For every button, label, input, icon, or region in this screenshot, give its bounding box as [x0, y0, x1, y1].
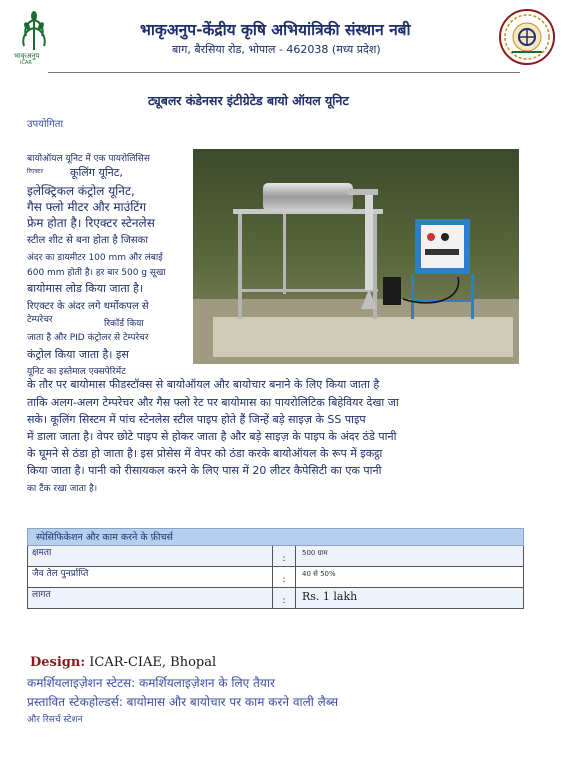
table-row — [27, 567, 524, 588]
body-line: यूनिट का इस्तेमाल एक्सपेरिमेंट — [27, 367, 126, 377]
body-line: बायोऑयल यूनिट में एक पायरोलिसिस — [27, 154, 150, 164]
spec-label: जैव तेल पुनर्प्राप्ति — [28, 567, 273, 587]
body-line: रिएक्टर — [27, 168, 44, 175]
body-line: स्टील शीट से बना होता है जिसका — [27, 235, 148, 246]
logo-text: भाकृअनुप — [14, 52, 40, 60]
document-title: ट्यूबलर कंडेनसर इंटीग्रेटेड बायो ऑयल यूनिट — [148, 93, 349, 108]
body-line: के तौर पर बायोमास फीडस्टॉक्स से बायोऑयल और बायोचार बनाने के लिए किया जाता है — [27, 378, 380, 391]
utility-label: उपयोगिता — [27, 119, 64, 130]
body-line: रिकॉर्ड किया — [104, 319, 144, 329]
design-label: Design: — [30, 655, 86, 670]
body-line: फ्रेम होता है। रिएक्टर स्टेनलेस — [27, 216, 155, 230]
body-line: बायोमास लोड किया जाता है। — [27, 282, 144, 295]
body-line: का टैंक रखा जाता है। — [27, 484, 98, 494]
institute-address: बाग, बैरसिया रोड, भोपाल - 462038 (मध्य प्रदेश) — [172, 43, 381, 56]
body-line: रिएक्टर के अंदर लगे थर्मोकपल से — [27, 301, 149, 312]
spec-value: Rs. 1 lakh — [302, 590, 358, 603]
body-line: सके। कूलिंग सिस्टम में पांच स्टेनलेस स्टील पाइप होते हैं जिन्हें बड़े साइज़ के SS पाइप — [27, 413, 366, 426]
spec-label: लागत — [28, 588, 273, 608]
body-line: कूलिंग यूनिट, — [70, 166, 123, 179]
body-line: गैस फ्लो मीटर और माउंटिंग — [27, 200, 147, 214]
proposed-stakeholders-cont: और रिसर्च स्टेशन — [27, 715, 83, 725]
design-credit — [30, 655, 216, 670]
spec-separator: : — [273, 588, 296, 608]
body-line: किया जाता है। पानी को रीसायकल करने के लिए पास में 20 लीटर कैपेसिटी का एक पानी — [27, 464, 382, 477]
spec-label: क्षमता — [28, 546, 273, 566]
equipment-illustration — [193, 149, 519, 364]
body-line: अंदर का डायमीटर 100 mm और लंबाई — [27, 253, 163, 263]
spec-value: 40 से 50% — [302, 570, 336, 578]
spec-table-header: स्पेसिफिकेशन और काम करने के फ़ीचर्स — [27, 528, 524, 546]
logo-subtext: ICAR — [20, 60, 32, 66]
spec-separator: : — [273, 567, 296, 587]
body-line: ताकि अलग-अलग टेम्परेचर और गैस फ्लो रेट पर बायोमास का पायरोलिटिक बिहेवियर देखा जा — [27, 396, 399, 409]
icar-logo — [14, 10, 54, 66]
body-line: टेम्परेचर — [27, 315, 53, 325]
body-line: के घूमने से ठंडा हो जाता है। इस प्रोसेस में वेपर को ठंडा करके बायोऑयल के रूप में इकट्ठा — [27, 447, 383, 460]
body-line: 600 mm होती है। हर बार 500 g सूखा — [27, 268, 166, 278]
spec-value: 500 ग्राम — [302, 549, 328, 557]
proposed-stakeholders: प्रस्तावित स्टेकहोल्डर्स: बायोमास और बायोचार पर काम करने वाली लैब्स — [27, 695, 339, 709]
commercialization-status: कमर्शियलाइज़ेशन स्टेटस: कमर्शियलाइज़ेशन के लिए तैयार — [27, 676, 275, 690]
seal-icon — [498, 8, 556, 66]
body-line: जाता है और PID कंट्रोलर से टेम्परेचर — [27, 333, 149, 343]
body-line: कंट्रोल किया जाता है। इस — [27, 348, 129, 361]
body-line: इलेक्ट्रिकल कंट्रोल यूनिट, — [27, 184, 135, 198]
bio-oil-unit-photo — [193, 149, 519, 364]
institute-title: भाकृअनुप-केंद्रीय कृषि अभियांत्रिकी संस्थान नबी — [140, 21, 411, 39]
header-divider — [48, 72, 520, 73]
table-row — [27, 546, 524, 567]
table-row — [27, 588, 524, 609]
design-value: ICAR-CIAE, Bhopal — [89, 655, 217, 670]
ciae-seal — [498, 8, 556, 66]
specifications-table — [27, 528, 524, 609]
body-line: में डाला जाता है। वेपर छोटे पाइप से होकर जाता है और बड़े साइज़ के पाइप के अंदर ठंडे पानी — [27, 430, 397, 443]
spec-separator: : — [273, 546, 296, 566]
